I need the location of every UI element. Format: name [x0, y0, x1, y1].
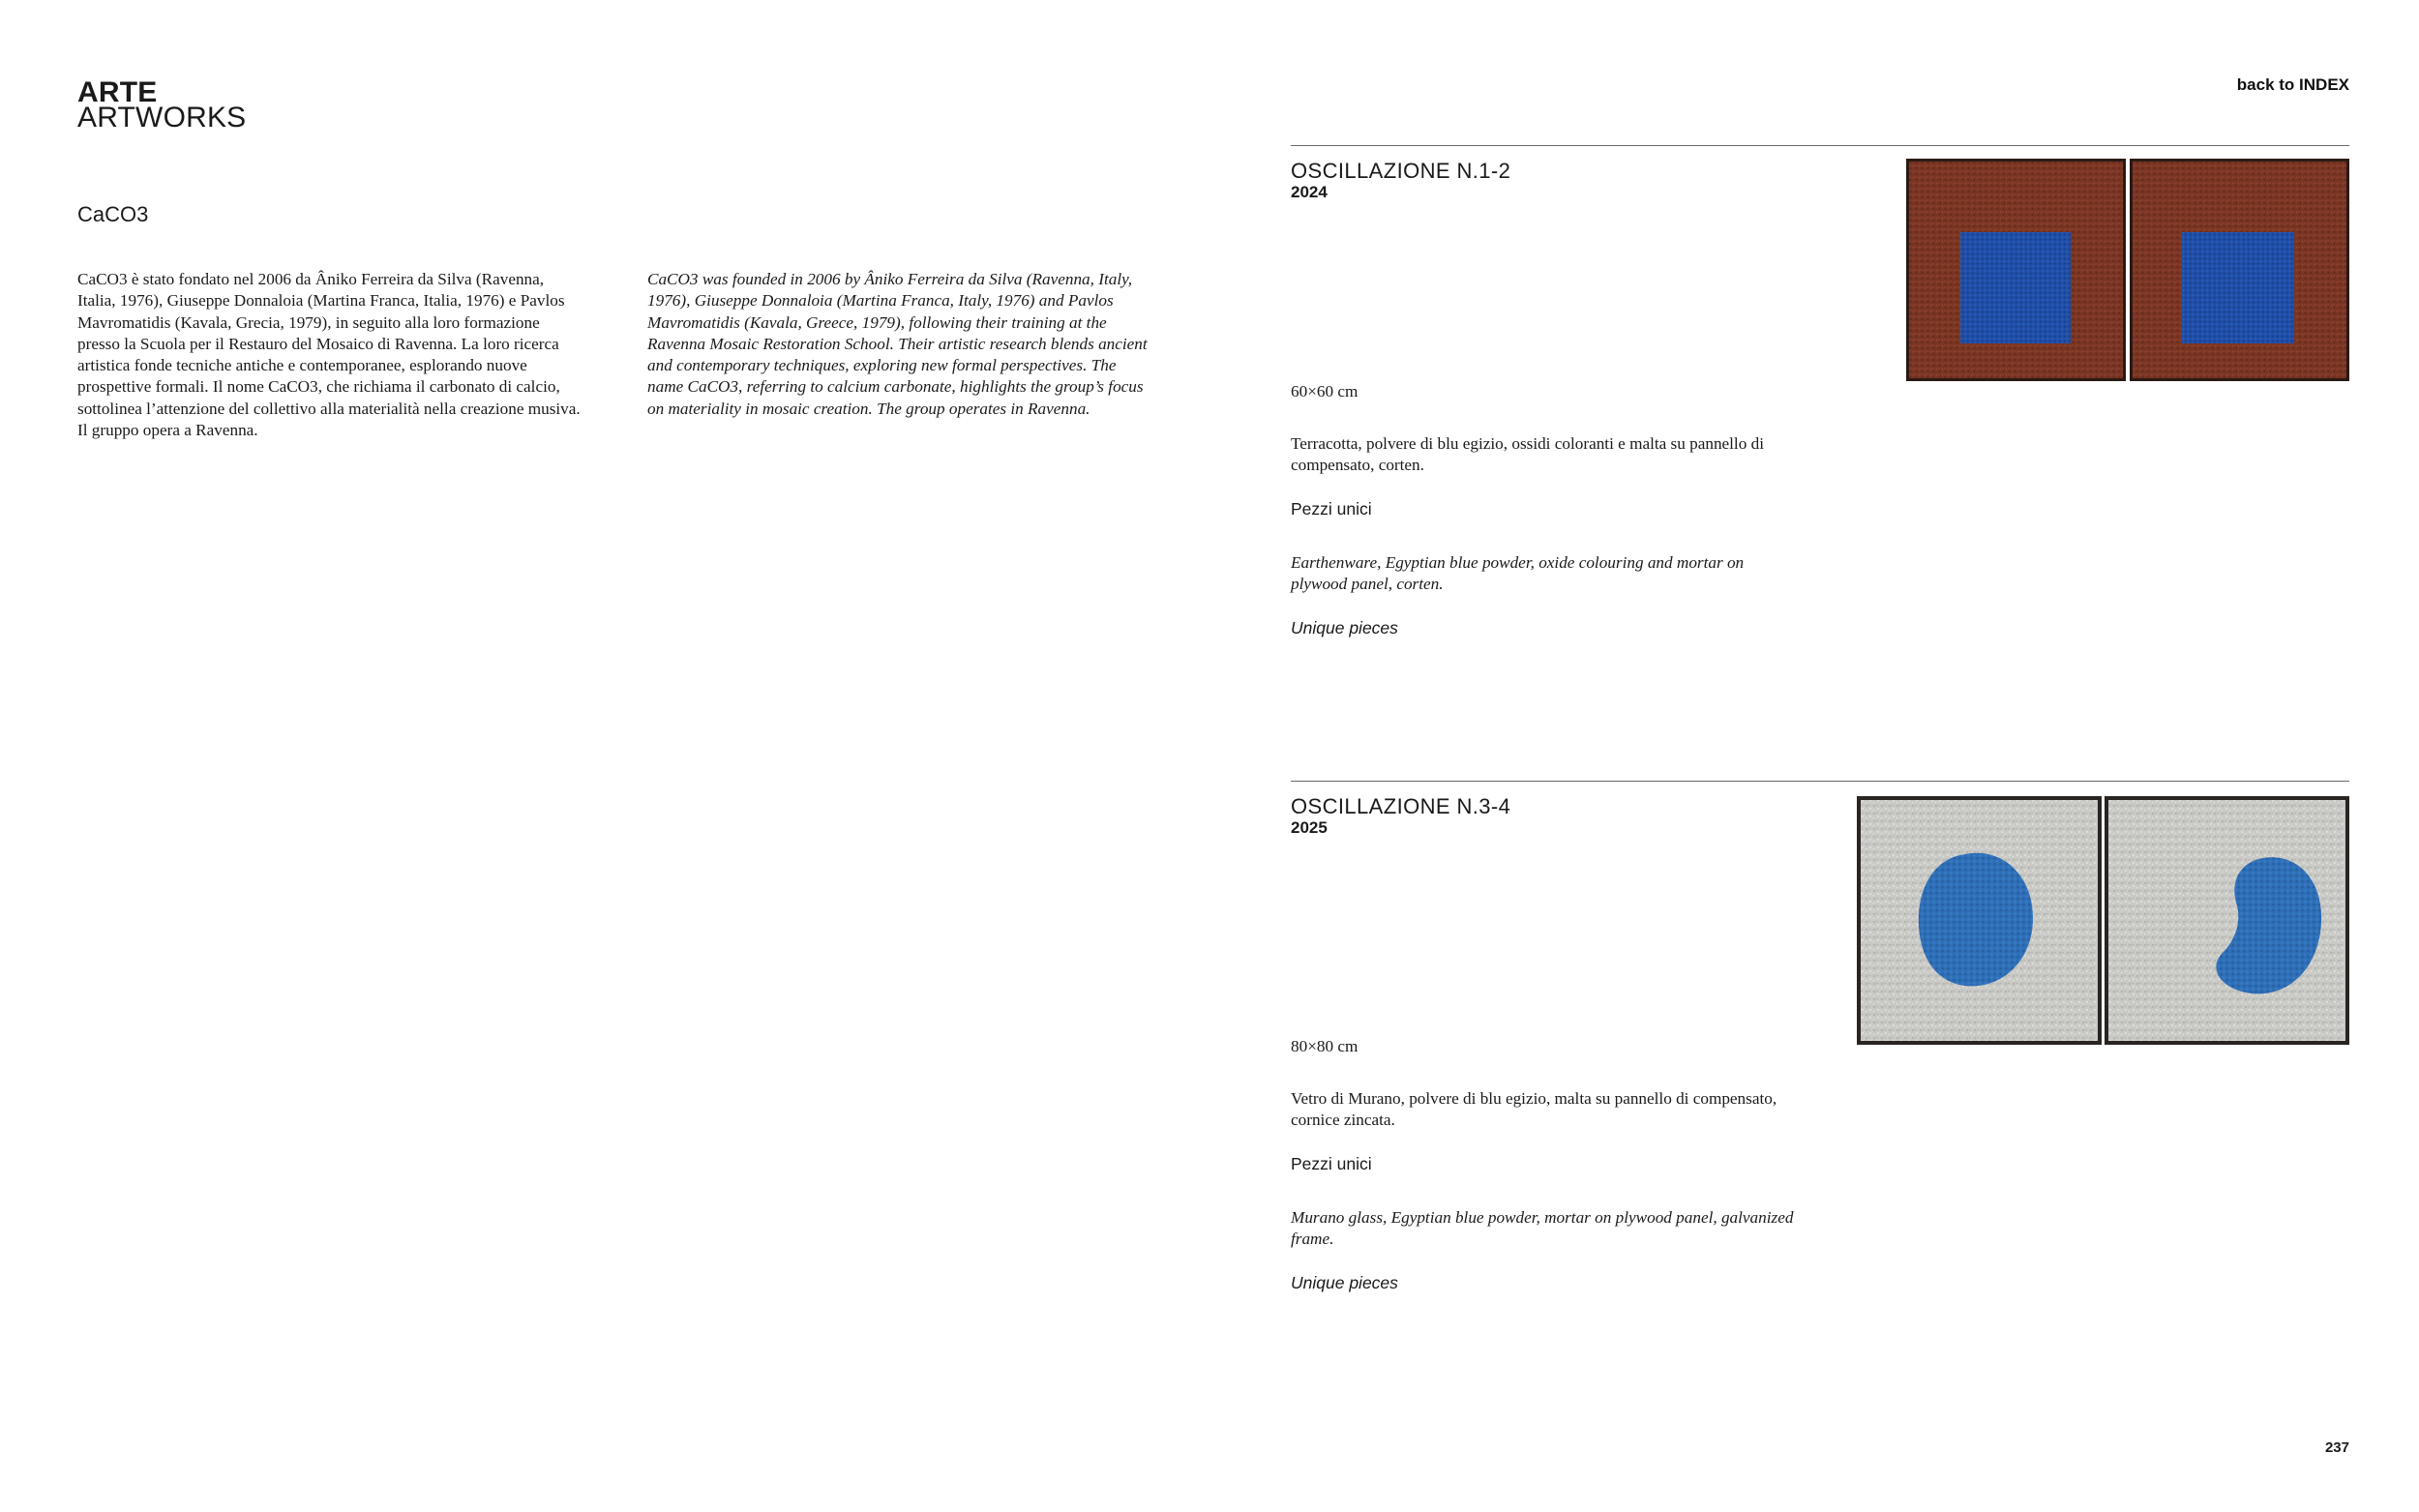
artwork-panel-left [1906, 159, 2126, 381]
artwork-entry [1291, 145, 2349, 648]
back-to-index-link[interactable]: back to INDEX [2236, 75, 2349, 94]
artwork-dimensions: 60×60 cm [1291, 382, 1359, 400]
artwork-title: OSCILLAZIONE N.3-4 [1291, 794, 1511, 818]
artwork-edition-italian: Pezzi unici [1291, 1154, 1372, 1173]
artist-name: CaCO3 [77, 202, 149, 226]
artwork-materials-english: Earthenware, Egyptian blue powder, oxide colouring and mortar on plywood panel, corten. [1291, 553, 1745, 594]
divider [1291, 145, 2349, 146]
artwork-materials-english: Murano glass, Egyptian blue powder, mortar on plywood panel, galvanized frame. [1291, 1208, 1794, 1249]
artwork-image [1857, 796, 2349, 1045]
artwork-edition-english: Unique pieces [1291, 618, 1398, 637]
divider [1291, 781, 2349, 782]
artwork-panel-left [1857, 796, 2102, 1045]
artwork-year: 2024 [1291, 183, 1328, 201]
artist-bio-italian: CaCO3 è stato fondato nel 2006 da Âniko Ferreira da Silva (Ravenna, Italia, 1976), Giuseppe Donnaloia (Martina Franca, Italia, 1976) e Pavlos Mavromatidis (Kavala, Grecia, 1979), in seguito alla loro formazione presso la Scuola per il Restauro del Mosaico di Ravenna. La loro ricerca artistica fonde tecniche antiche e contemporanee, esplorando nuove prospettive formali. Il nome CaCO3, che richiama il carbonato di calcio, sottolinea l’attenzione del collettivo alla materialità nella creazione musiva. Il gruppo opera a Ravenna. [77, 270, 581, 440]
page-number: 237 [2324, 1439, 2349, 1456]
artwork-edition-english: Unique pieces [1291, 1273, 1398, 1292]
artwork-dimensions: 80×80 cm [1291, 1037, 1359, 1055]
section-title: ARTE [77, 76, 158, 108]
artwork-edition-italian: Pezzi unici [1291, 499, 1372, 519]
artwork-materials-italian: Vetro di Murano, polvere di blu egizio, malta su pannello di compensato, cornice zincata. [1291, 1089, 1777, 1130]
artist-bio-english: CaCO3 was founded in 2006 by Âniko Ferreira da Silva (Ravenna, Italy, 1976), Giuseppe Donnaloia (Martina Franca, Italy, 1976) and Pavlos Mavromatidis (Kavala, Greece, 1979), following their training at the Ravenna Mosaic Restoration School. Their artistic research blends ancient and contemporary techniques, exploring new formal perspectives. The name CaCO3, referring to calcium carbonate, highlights the group’s focus on materiality in mosaic creation. The group operates in Ravenna. [647, 270, 1148, 418]
artwork-title: OSCILLAZIONE N.1-2 [1291, 159, 1511, 183]
artwork-materials-italian: Terracotta, polvere di blu egizio, ossidi coloranti e malta su pannello di compensato, corten. [1291, 434, 1764, 475]
artwork-year: 2025 [1291, 818, 1328, 837]
artwork-image [1906, 159, 2349, 381]
artwork-panel-right [2130, 159, 2349, 381]
section-subtitle: ARTWORKS [77, 102, 247, 133]
artwork-entry [1291, 781, 2349, 1303]
artwork-panel-right [2105, 796, 2349, 1045]
